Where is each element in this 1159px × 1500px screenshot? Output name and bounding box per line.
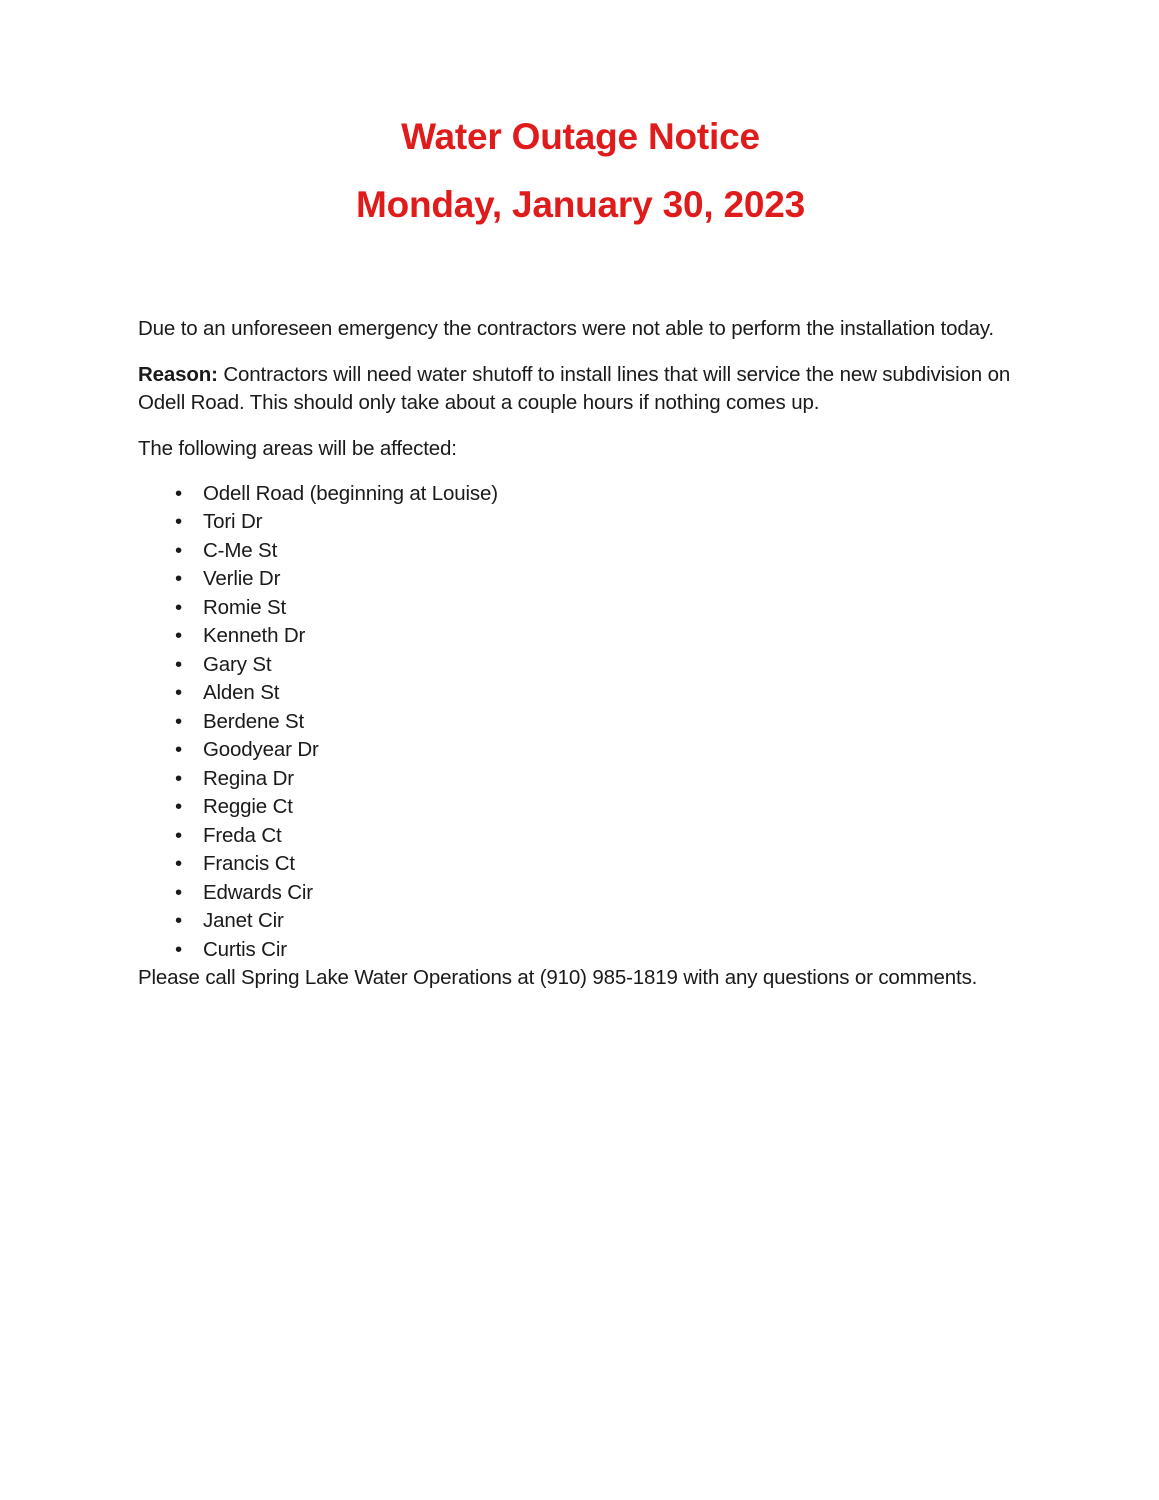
intro-paragraph: Due to an unforeseen emergency the contractors were not able to perform the installation today. — [138, 317, 994, 340]
bullet-icon: • — [175, 795, 183, 819]
bullet-icon: • — [175, 880, 183, 904]
list-item-label: Tori Dr — [203, 510, 263, 534]
list-item — [138, 480, 1023, 509]
list-item-label: Goodyear Dr — [203, 738, 319, 762]
bullet-icon: • — [175, 852, 183, 876]
list-item — [138, 651, 1023, 680]
page-subtitle-date: Monday, January 30, 2023 — [355, 184, 805, 225]
bullet-icon: • — [175, 766, 183, 790]
reason-paragraph — [138, 361, 1023, 416]
title-spacer — [138, 223, 1023, 315]
bullet-icon: • — [175, 652, 183, 676]
reason-text: Contractors will need water shutoff to install lines that will service the new subdivision on Odell Road. This should only take about a couple hours if nothing comes up. — [138, 363, 1011, 414]
list-item-label: Reggie Ct — [203, 795, 293, 819]
list-item — [138, 537, 1023, 566]
affected-areas-list — [138, 480, 1023, 965]
list-item-label: Verlie Dr — [203, 567, 281, 591]
list-item — [138, 565, 1023, 594]
list-item-label: Francis Ct — [203, 852, 295, 876]
areas-heading: The following areas will be affected: — [138, 437, 457, 461]
list-item-label: Freda Ct — [203, 823, 282, 847]
list-item-label: Edwards Cir — [203, 880, 313, 904]
list-item — [138, 508, 1023, 537]
list-item — [138, 793, 1023, 822]
page-title: Water Outage Notice — [401, 116, 760, 157]
bullet-icon: • — [175, 738, 183, 762]
list-item — [138, 936, 1023, 965]
list-item-label: Janet Cir — [203, 909, 284, 933]
list-item — [138, 736, 1023, 765]
list-item — [138, 822, 1023, 851]
bullet-icon: • — [175, 595, 183, 619]
bullet-icon: • — [175, 481, 183, 505]
list-item — [138, 907, 1023, 936]
list-item-label: Berdene St — [203, 709, 305, 733]
list-item — [138, 850, 1023, 879]
bullet-icon: • — [175, 538, 183, 562]
bullet-icon: • — [175, 567, 183, 591]
document-body — [138, 118, 1023, 1011]
bullet-icon: • — [175, 624, 183, 648]
list-item — [138, 879, 1023, 908]
list-item-label: Odell Road (beginning at Louise) — [203, 481, 498, 505]
list-item-label: Curtis Cir — [203, 937, 287, 961]
list-item-label: Alden St — [203, 681, 280, 705]
bullet-icon: • — [175, 823, 183, 847]
reason-label: Reason: — [138, 363, 218, 387]
bullet-icon: • — [175, 510, 183, 534]
list-item-label: Gary St — [203, 652, 272, 676]
bullet-icon: • — [175, 937, 183, 961]
closing-paragraph: Please call Spring Lake Water Operations at (910) 985-1819 with any questions or comments. — [138, 966, 978, 990]
list-item-label: C-Me St — [203, 538, 278, 562]
list-item-label: Romie St — [203, 595, 287, 619]
list-item — [138, 765, 1023, 794]
bullet-icon: • — [175, 709, 183, 733]
document-title-block — [138, 118, 1023, 223]
bullet-icon: • — [175, 681, 183, 705]
list-item-label: Kenneth Dr — [203, 624, 306, 648]
list-item — [138, 622, 1023, 651]
list-item — [138, 708, 1023, 737]
bullet-icon: • — [175, 909, 183, 933]
list-item — [138, 594, 1023, 623]
list-item-label: Regina Dr — [203, 766, 294, 790]
list-item — [138, 679, 1023, 708]
